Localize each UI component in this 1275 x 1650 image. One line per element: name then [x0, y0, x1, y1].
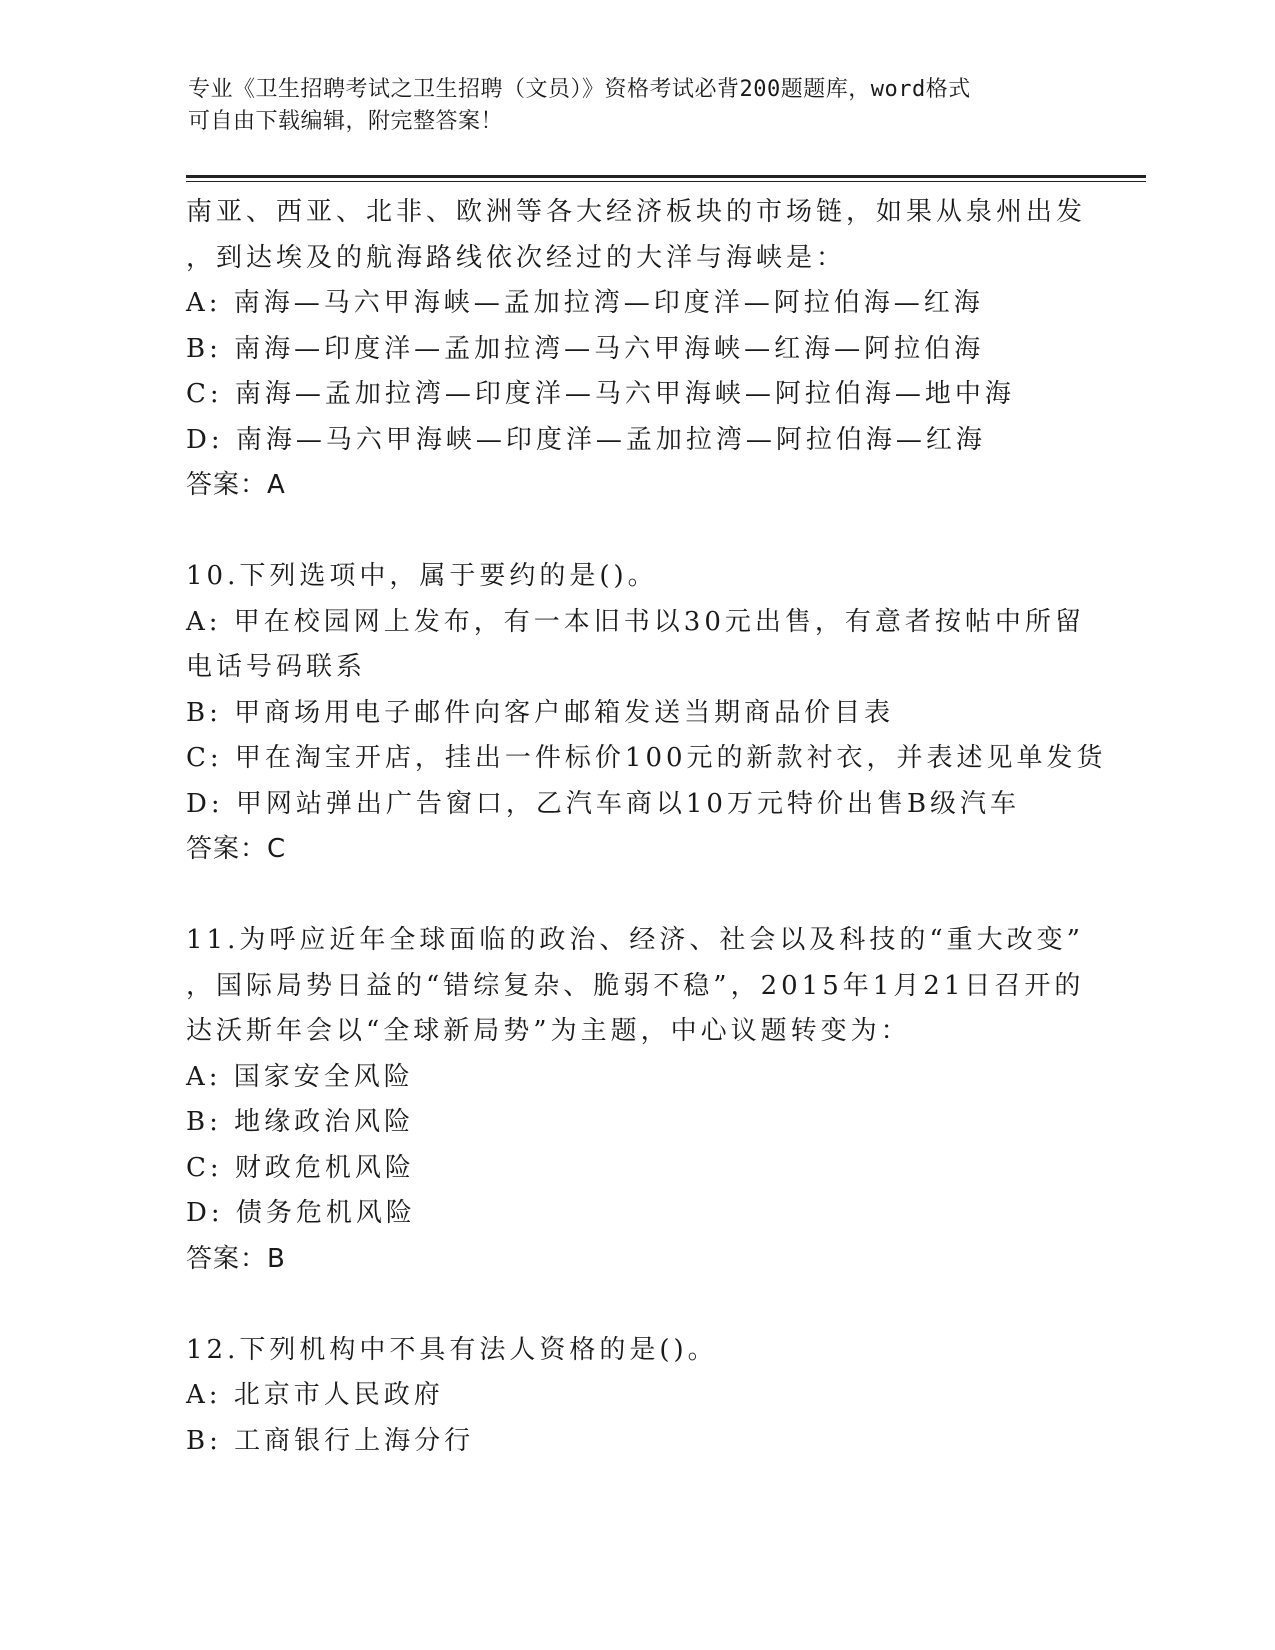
option-d: D: 债务危机风险 [186, 1198, 416, 1228]
option-c: C: 甲在淘宝开店，挂出一件标价100元的新款衬衣，并表述见单发货 [186, 743, 1107, 773]
option-d: D: 甲网站弹出广告窗口，乙汽车商以10万元特价出售B级汽车 [186, 788, 1021, 819]
answer-label: 答案：C [186, 834, 287, 864]
header-divider-thick [186, 175, 1146, 178]
document-header [188, 74, 1088, 138]
spacer [186, 873, 1086, 919]
option-c: C: 财政危机风险 [186, 1152, 415, 1183]
question-stem-line: 10.下列选项中，属于要约的是()。 [186, 561, 658, 591]
option-c: C: 南海—孟加拉湾—印度洋—马六甲海峡—阿拉伯海—地中海 [186, 379, 1015, 409]
option-b: B: 工商银行上海分行 [186, 1425, 475, 1456]
header-title-line2: 可自由下载编辑，附完整答案！ [188, 109, 504, 134]
header-title-line1: 专业《卫生招聘考试之卫生招聘（文员）》资格考试必背200题题库，word格式 [188, 77, 971, 102]
question-stem-line: ，到达埃及的航海路线依次经过的大洋与海峡是： [186, 242, 847, 273]
option-b: B: 地缘政治风险 [186, 1107, 415, 1137]
question-10 [186, 554, 1107, 873]
header-divider-thin [186, 181, 1146, 182]
option-a: A: 南海—马六甲海峡—孟加拉湾—印度洋—阿拉伯海—红海 [186, 288, 984, 318]
question-stem-line: 南亚、西亚、北非、欧洲等各大经济板块的市场链，如果从泉州出发 [186, 197, 1087, 227]
question-11 [186, 918, 1086, 1282]
option-b: B: 南海—印度洋—孟加拉湾—马六甲海峡—红海—阿拉伯海 [186, 333, 985, 364]
question-stem-line: 11.为呼应近年全球面临的政治、经济、社会以及科技的“重大改变” [186, 925, 1084, 955]
option-d: D: 南海—马六甲海峡—印度洋—孟加拉湾—阿拉伯海—红海 [186, 424, 986, 455]
option-a: A: 甲在校园网上发布，有一本旧书以30元出售，有意者按帖中所留 [186, 606, 1085, 637]
spacer [186, 1282, 1086, 1328]
spacer [186, 509, 1086, 555]
option-a: A: 国家安全风险 [186, 1061, 414, 1092]
question-stem-line: 12.下列机构中不具有法人资格的是()。 [186, 1334, 718, 1365]
option-a-continued: 电话号码联系 [186, 652, 367, 682]
question-12 [186, 1328, 1086, 1465]
answer-label: 答案：B [186, 1243, 286, 1274]
question-stem-line: 达沃斯年会以“全球新局势”为主题，中心议题转变为： [186, 1016, 911, 1046]
answer-label: 答案：A [186, 470, 286, 500]
option-b: B: 甲商场用电子邮件向客户邮箱发送当期商品价目表 [186, 697, 895, 728]
question-stem-line: ，国际局势日益的“错综复杂、脆弱不稳”，2015年1月21日召开的 [186, 970, 1085, 1001]
question-list [186, 190, 1107, 1464]
option-a: A: 北京市人民政府 [186, 1380, 444, 1410]
question-9 [186, 190, 1086, 509]
